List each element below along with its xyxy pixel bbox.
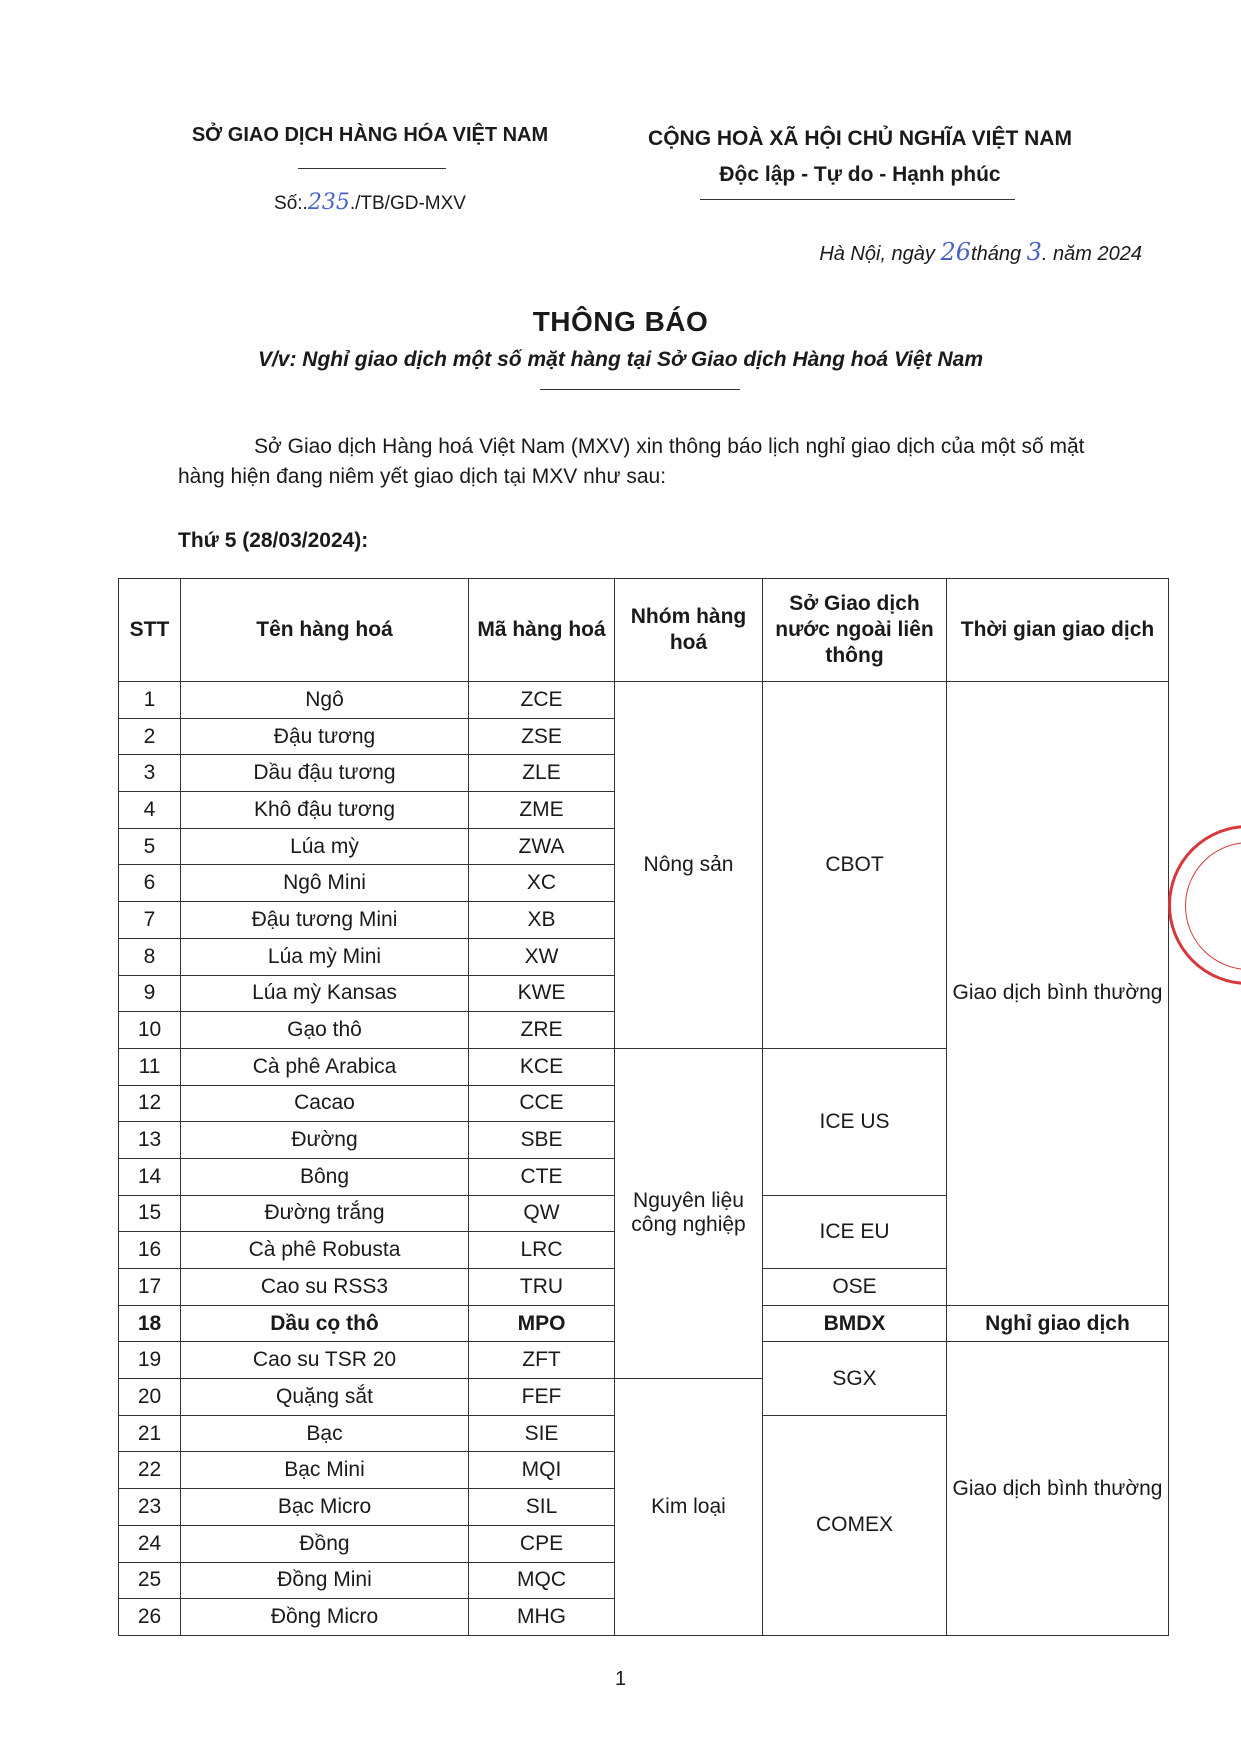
row-code: CPE (469, 1525, 615, 1562)
row-stt: 12 (119, 1085, 181, 1122)
intro-paragraph: Sở Giao dịch Hàng hoá Việt Nam (MXV) xin thông báo lịch nghỉ giao dịch của một số mặt hàng hiện đang niêm yết giao dịch tại MXV như sau: (178, 435, 1085, 488)
row-stt: 17 (119, 1269, 181, 1306)
row-stt: 23 (119, 1489, 181, 1526)
row-name: Cà phê Robusta (181, 1232, 469, 1269)
motto-underline (700, 199, 1015, 200)
date-prefix: Hà Nội, ngày (819, 243, 941, 265)
row-stt: 1 (119, 682, 181, 719)
row-code: ZLE (469, 755, 615, 792)
table-row (119, 682, 1169, 719)
row-stt: 16 (119, 1232, 181, 1269)
national-title: CỘNG HOÀ XÃ HỘI CHỦ NGHĨA VIỆT NAM (648, 127, 1072, 150)
group-industrial: Nguyên liệu công nghiệp (615, 1048, 763, 1378)
row-code: SBE (469, 1122, 615, 1159)
row-code: ZWA (469, 828, 615, 865)
row-code: ZFT (469, 1342, 615, 1379)
row-name: Lúa mỳ (181, 828, 469, 865)
row-code: XB (469, 902, 615, 939)
date-day-handwritten: 26 (940, 238, 972, 266)
row-stt: 11 (119, 1048, 181, 1085)
row-code: ZRE (469, 1012, 615, 1049)
row-code: MHG (469, 1599, 615, 1636)
row-code: MPO (469, 1305, 615, 1342)
row-name: Đậu tương Mini (181, 902, 469, 939)
row-code: XC (469, 865, 615, 902)
row-name: Bạc Mini (181, 1452, 469, 1489)
row-code: SIL (469, 1489, 615, 1526)
row-code: KWE (469, 975, 615, 1012)
row-stt: 26 (119, 1599, 181, 1636)
exchange-cbot: CBOT (763, 682, 947, 1049)
time-normal-1: Giao dịch bình thường (947, 682, 1169, 1306)
row-code: CCE (469, 1085, 615, 1122)
row-stt: 7 (119, 902, 181, 939)
row-code: ZSE (469, 718, 615, 755)
row-code: FEF (469, 1379, 615, 1416)
row-name: Đường (181, 1122, 469, 1159)
row-name: Quặng sắt (181, 1379, 469, 1416)
doc-no-suffix: ./TB/GD-MXV (349, 193, 466, 214)
official-seal-stamp (1168, 825, 1241, 985)
time-closed: Nghỉ giao dịch (947, 1305, 1169, 1342)
row-stt: 6 (119, 865, 181, 902)
header-commodity-name: Tên hàng hoá (181, 579, 469, 682)
exchange-ose: OSE (763, 1269, 947, 1306)
trading-schedule-table (118, 578, 1169, 1636)
row-stt: 14 (119, 1158, 181, 1195)
org-underline (298, 168, 446, 169)
seal-inner-ring (1185, 842, 1241, 970)
doc-no-prefix: Số:. (274, 193, 308, 214)
row-stt: 19 (119, 1342, 181, 1379)
national-motto: Độc lập - Tự do - Hạnh phúc (719, 163, 1001, 186)
row-stt: 20 (119, 1379, 181, 1416)
row-name: Bạc (181, 1415, 469, 1452)
row-name: Cao su TSR 20 (181, 1342, 469, 1379)
row-name: Bông (181, 1158, 469, 1195)
header-trading-time: Thời gian giao dịch (947, 579, 1169, 682)
table-header-row (119, 579, 1169, 682)
exchange-ice-us: ICE US (763, 1048, 947, 1195)
row-name: Dầu cọ thô (181, 1305, 469, 1342)
time-normal-2: Giao dịch bình thường (947, 1342, 1169, 1636)
row-stt: 13 (119, 1122, 181, 1159)
group-agri: Nông sản (615, 682, 763, 1049)
document-title: THÔNG BÁO (532, 306, 709, 337)
row-name: Lúa mỳ Mini (181, 938, 469, 975)
row-stt: 3 (119, 755, 181, 792)
date-line (600, 238, 1142, 266)
header-commodity-group: Nhóm hàng hoá (615, 579, 763, 682)
issuing-organization: SỞ GIAO DỊCH HÀNG HÓA VIỆT NAM (191, 124, 549, 146)
row-code: ZME (469, 792, 615, 829)
row-stt: 18 (119, 1305, 181, 1342)
header-commodity-code: Mã hàng hoá (469, 579, 615, 682)
doc-no-handwritten: 235 (307, 190, 350, 215)
row-name: Ngô Mini (181, 865, 469, 902)
row-stt: 5 (119, 828, 181, 865)
day-heading: Thứ 5 (28/03/2024): (178, 529, 369, 552)
page-number: 1 (614, 1668, 627, 1690)
row-name: Gạo thô (181, 1012, 469, 1049)
row-name: Khô đậu tương (181, 792, 469, 829)
row-code: MQI (469, 1452, 615, 1489)
row-name: Bạc Micro (181, 1489, 469, 1526)
row-code: TRU (469, 1269, 615, 1306)
row-code: KCE (469, 1048, 615, 1085)
date-suffix: . năm 2024 (1041, 243, 1142, 265)
row-name: Cao su RSS3 (181, 1269, 469, 1306)
row-stt: 15 (119, 1195, 181, 1232)
exchange-bmdx: BMDX (763, 1305, 947, 1342)
row-stt: 9 (119, 975, 181, 1012)
row-code: MQC (469, 1562, 615, 1599)
header-stt: STT (119, 579, 181, 682)
row-stt: 24 (119, 1525, 181, 1562)
row-code: LRC (469, 1232, 615, 1269)
row-name: Đồng (181, 1525, 469, 1562)
row-stt: 8 (119, 938, 181, 975)
row-code: QW (469, 1195, 615, 1232)
subject-underline (540, 389, 740, 390)
row-code: SIE (469, 1415, 615, 1452)
row-name: Đồng Mini (181, 1562, 469, 1599)
row-name: Dầu đậu tương (181, 755, 469, 792)
row-name: Đậu tương (181, 718, 469, 755)
exchange-sgx: SGX (763, 1342, 947, 1415)
document-number (150, 190, 590, 215)
date-mid: tháng (971, 243, 1027, 265)
row-code: ZCE (469, 682, 615, 719)
row-stt: 10 (119, 1012, 181, 1049)
row-name: Lúa mỳ Kansas (181, 975, 469, 1012)
document-subject: V/v: Nghỉ giao dịch một số mặt hàng tại Sở Giao dịch Hàng hoá Việt Nam (257, 348, 984, 371)
row-stt: 2 (119, 718, 181, 755)
date-month-handwritten: 3 (1026, 238, 1042, 266)
row-code: CTE (469, 1158, 615, 1195)
row-code: XW (469, 938, 615, 975)
exchange-ice-eu: ICE EU (763, 1195, 947, 1268)
header-foreign-exchange: Sở Giao dịch nước ngoài liên thông (763, 579, 947, 682)
row-name: Cà phê Arabica (181, 1048, 469, 1085)
row-name: Cacao (181, 1085, 469, 1122)
row-name: Ngô (181, 682, 469, 719)
row-name: Đồng Micro (181, 1599, 469, 1636)
row-stt: 4 (119, 792, 181, 829)
exchange-comex: COMEX (763, 1415, 947, 1635)
group-metals: Kim loại (615, 1379, 763, 1636)
row-stt: 25 (119, 1562, 181, 1599)
row-name: Đường trắng (181, 1195, 469, 1232)
row-stt: 21 (119, 1415, 181, 1452)
row-stt: 22 (119, 1452, 181, 1489)
